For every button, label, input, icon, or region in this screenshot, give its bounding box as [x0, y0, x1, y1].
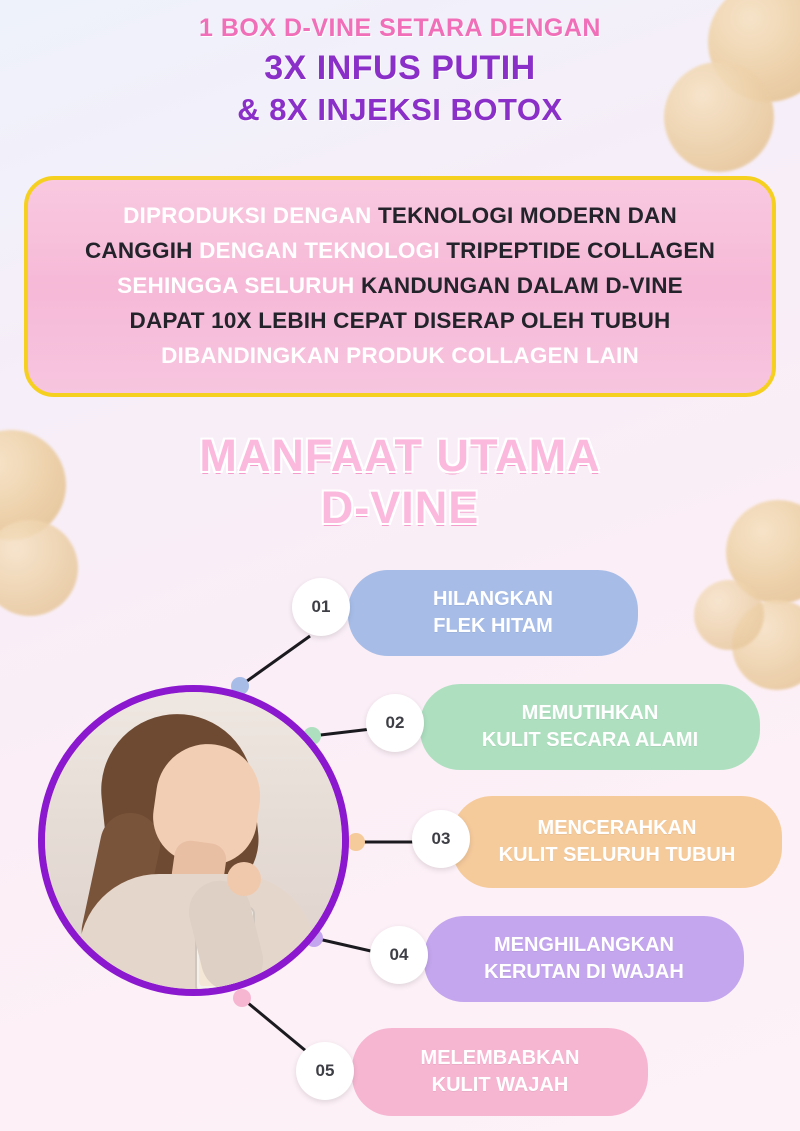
- benefit-pill-05-text: [421, 1045, 580, 1099]
- benefit-03-line-2: KULIT SELURUH TUBUH: [498, 844, 736, 866]
- info-line-1-white: DIPRODUKSI DENGAN: [123, 203, 378, 228]
- benefit-01-line-1: HILANGKAN: [433, 588, 553, 610]
- photo-hand: [227, 862, 261, 896]
- benefit-pill-03: [452, 796, 782, 888]
- benefit-01-line-2: FLEK HITAM: [433, 615, 553, 637]
- info-line-3-white: SEHINGGA SELURUH: [117, 273, 361, 298]
- benefit-pill-04: [424, 916, 744, 1002]
- section-title-line-1: MANFAAT UTAMA: [199, 430, 601, 481]
- info-line-2-dark2: TRIPEPTIDE COLLAGEN: [446, 238, 716, 263]
- info-line-4-dark: DAPAT 10X LEBIH CEPAT DISERAP OLEH TUBUH: [129, 308, 671, 333]
- avatar: [38, 685, 349, 996]
- info-line-5-white: DIBANDINGKAN PRODUK COLLAGEN LAIN: [161, 343, 639, 368]
- headline-block: [0, 0, 800, 128]
- benefit-pill-02: [420, 684, 760, 770]
- benefit-number-05: 05: [296, 1042, 354, 1100]
- benefit-pill-03-text: [499, 815, 736, 869]
- benefit-pill-02-text: [482, 700, 698, 754]
- info-line-3: [40, 268, 760, 303]
- headline-line-3: & 8X INJEKSI BOTOX: [237, 92, 563, 127]
- info-line-2-dark: CANGGIH: [84, 238, 200, 263]
- benefit-pill-01-text: [433, 586, 553, 640]
- section-title-line-2: D-VINE: [320, 482, 480, 533]
- section-title: [0, 430, 800, 534]
- info-line-1-dark: TEKNOLOGI MODERN DAN: [377, 203, 677, 228]
- benefit-number-04: 04: [370, 926, 428, 984]
- benefit-05-line-2: KULIT WAJAH: [431, 1074, 569, 1096]
- benefit-pill-05: [352, 1028, 648, 1116]
- benefit-04-line-2: KERUTAN DI WAJAH: [484, 961, 684, 983]
- benefit-03-line-1: MENCERAHKAN: [537, 817, 697, 839]
- headline-line-1: 1 BOX D-VINE SETARA DENGAN: [199, 14, 601, 42]
- benefit-number-01: 01: [292, 578, 350, 636]
- benefit-05-line-1: MELEMBABKAN: [420, 1047, 580, 1069]
- technology-info-box: [24, 176, 776, 397]
- info-line-2: [40, 233, 760, 268]
- benefit-02-line-2: KULIT SECARA ALAMI: [481, 729, 699, 751]
- info-line-1: [40, 198, 760, 233]
- benefit-pill-04-text: [484, 932, 684, 986]
- benefit-02-line-1: MEMUTIHKAN: [521, 702, 659, 724]
- info-line-4: [40, 303, 760, 338]
- benefit-pill-01: [348, 570, 638, 656]
- product-photo: [45, 692, 342, 989]
- headline-line-2: 3X INFUS PUTIH: [264, 49, 536, 87]
- benefit-number-02: 02: [366, 694, 424, 752]
- info-line-2-white: DENGAN TEKNOLOGI: [199, 238, 447, 263]
- info-line-3-dark: KANDUNGAN DALAM D-VINE: [360, 273, 683, 298]
- benefit-04-line-1: MENGHILANGKAN: [493, 934, 674, 956]
- benefits-diagram: [0, 556, 800, 1116]
- benefit-number-03: 03: [412, 810, 470, 868]
- info-line-5: [40, 338, 760, 373]
